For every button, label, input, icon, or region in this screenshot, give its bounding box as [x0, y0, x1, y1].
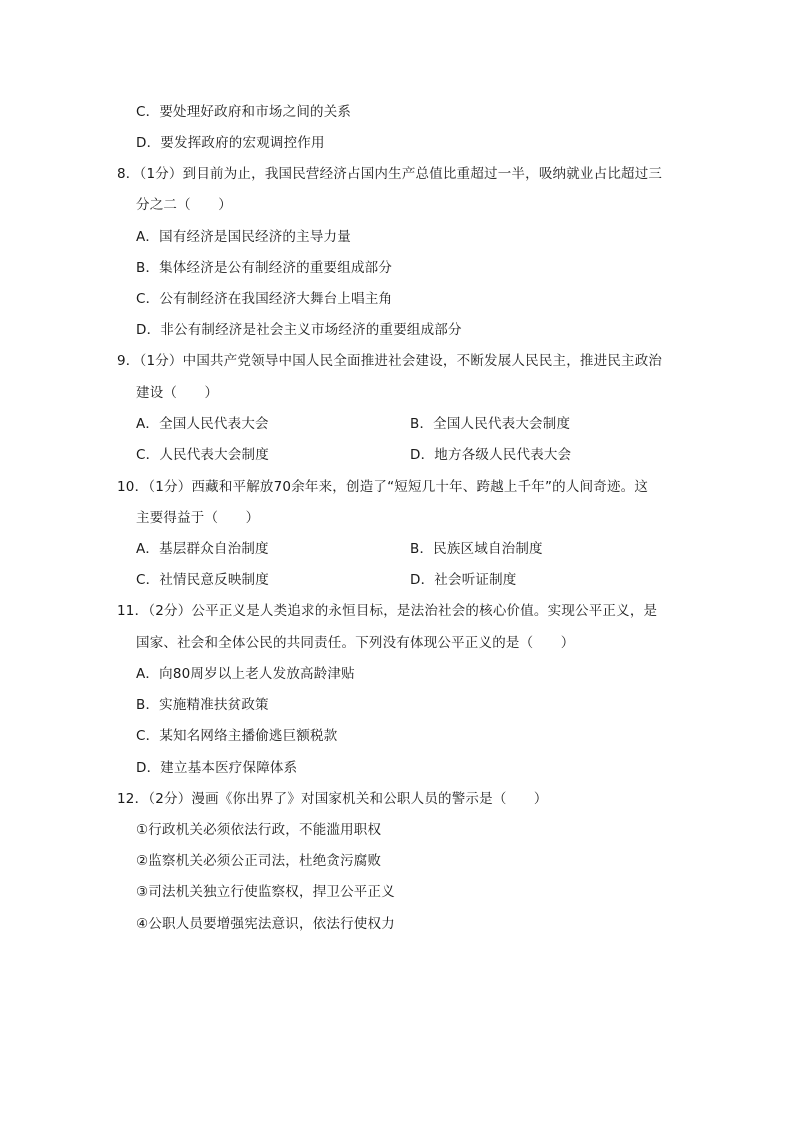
q8-stem-line2: 分之二（ ）	[136, 197, 232, 213]
q9-option-a: A．全国人民代表大会	[136, 416, 269, 432]
q9-stem-line2: 建设（ ）	[136, 385, 219, 401]
q11-option-d: D．建立基本医疗保障体系	[136, 760, 298, 776]
q9-option-b: B．全国人民代表大会制度	[410, 416, 571, 432]
q8-stem-line1: 8．（1分）到目前为止，我国民营经济占国内生产总值比重超过一半，吸纳就业占比超过三	[117, 166, 663, 182]
q11-option-a: A．向80周岁以上老人发放高龄津贴	[136, 666, 355, 682]
q12-stem-line1: 12．（2分）漫画《你出界了》对国家机关和公职人员的警示是（ ）	[117, 791, 548, 807]
q10-option-a: A．基层群众自治制度	[136, 541, 269, 557]
q11-stem-line1: 11．（2分）公平正义是人类追求的永恒目标，是法治社会的核心价值。实现公平正义，是	[117, 603, 658, 619]
q8-option-d: D．非公有制经济是社会主义市场经济的重要组成部分	[136, 322, 462, 338]
q11-stem-line2: 国家、社会和全体公民的共同责任。下列没有体现公平正义的是（ ）	[136, 635, 575, 651]
q12-item-2: ②监察机关必须公正司法，杜绝贪污腐败	[136, 853, 382, 869]
q10-option-b: B．民族区域自治制度	[410, 541, 543, 557]
q11-option-b: B．实施精准扶贫政策	[136, 697, 269, 713]
q8-option-a: A．国有经济是国民经济的主导力量	[136, 229, 351, 245]
q10-stem-line1: 10．（1分）西藏和平解放70余年来，创造了“短短几十年、跨越上千年”的人间奇迹。这	[117, 479, 649, 495]
q10-option-c: C．社情民意反映制度	[136, 572, 269, 588]
q7-option-d: D．要发挥政府的宏观调控作用	[136, 135, 325, 151]
q10-stem-line2: 主要得益于（ ）	[136, 510, 260, 526]
q8-option-b: B．集体经济是公有制经济的重要组成部分	[136, 260, 393, 276]
q7-option-c: C．要处理好政府和市场之间的关系	[136, 104, 352, 120]
q9-option-d: D．地方各级人民代表大会	[410, 447, 572, 463]
q9-option-c: C．人民代表大会制度	[136, 447, 269, 463]
q12-item-1: ①行政机关必须依法行政，不能滥用职权	[136, 822, 382, 838]
q9-stem-line1: 9．（1分）中国共产党领导中国人民全面推进社会建设，不断发展人民民主，推进民主政治	[117, 353, 663, 369]
q8-option-c: C．公有制经济在我国经济大舞台上唱主角	[136, 291, 393, 307]
q12-item-4: ④公职人员要增强宪法意识，依法行使权力	[136, 916, 395, 932]
q12-item-3: ③司法机关独立行使监察权，捍卫公平正义	[136, 884, 395, 900]
q11-option-c: C．某知名网络主播偷逃巨额税款	[136, 728, 338, 744]
q10-option-d: D．社会听证制度	[410, 572, 517, 588]
